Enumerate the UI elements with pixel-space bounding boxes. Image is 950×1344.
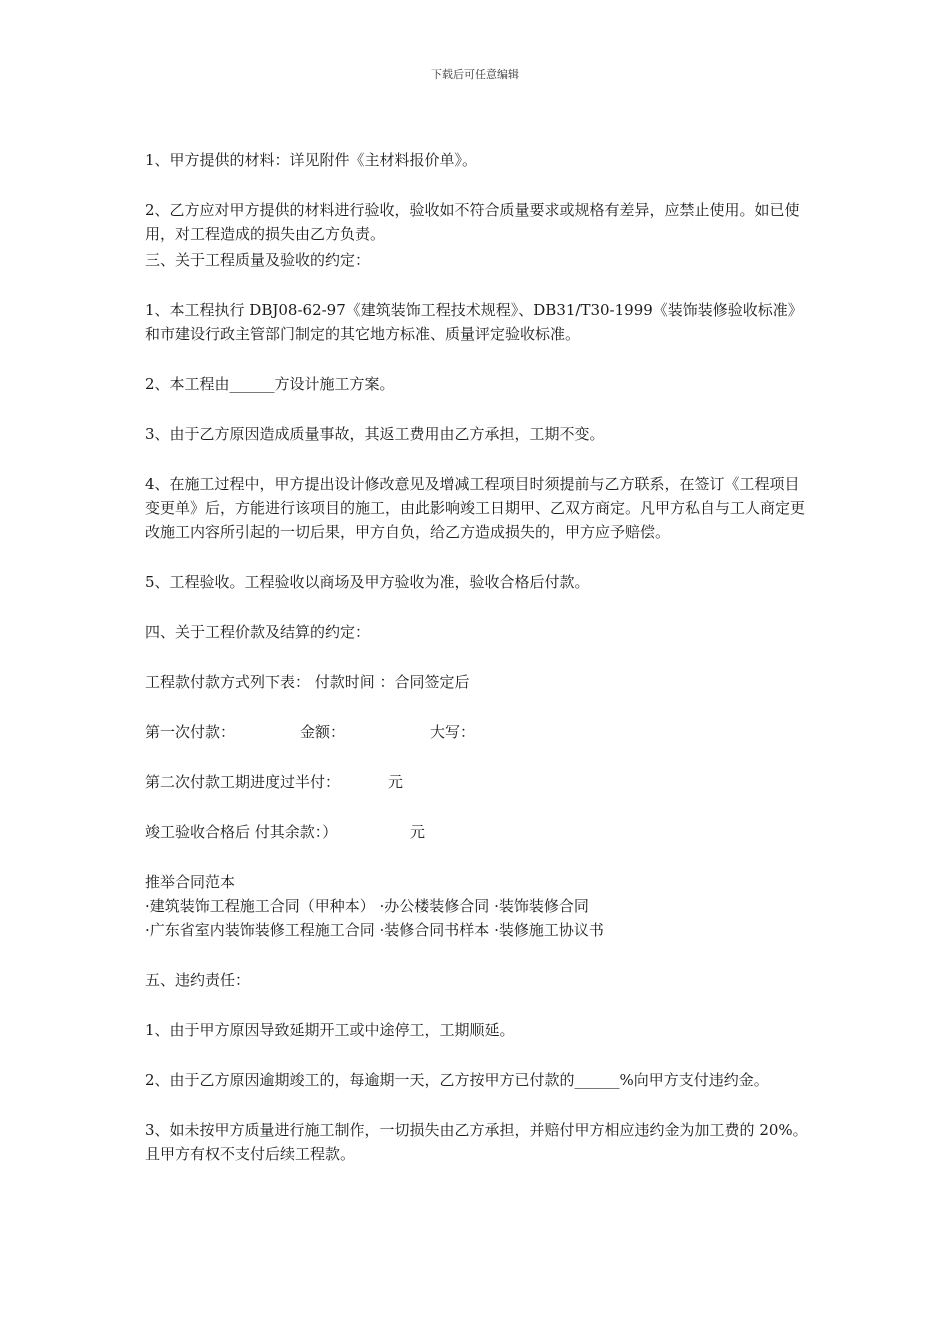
- final-payment-line: [145, 820, 810, 844]
- second-payment-line: [145, 770, 810, 794]
- second-payment-unit: 元: [388, 773, 404, 791]
- quality-clause-2: 2、本工程由______方设计施工方案。: [145, 375, 395, 393]
- recommended-templates-line-2[interactable]: ·广东省室内装饰装修工程施工合同 ·装修合同书样本 ·装修施工协议书: [145, 921, 604, 939]
- quality-clause-3: 3、由于乙方原因造成质量事故，其返工费用由乙方承担，工期不变。: [145, 425, 605, 443]
- recommended-templates-line-1[interactable]: ·建筑装饰工程施工合同（甲种本） ·办公楼装修合同 ·装饰装修合同: [145, 897, 589, 915]
- second-payment-label: 第二次付款工期进度过半付：: [145, 773, 341, 791]
- final-payment-unit: 元: [410, 823, 426, 841]
- liability-clause-2: 2、由于乙方原因逾期竣工的，每逾期一天，乙方按甲方已付款的______%向甲方支付违约金。: [145, 1071, 769, 1089]
- final-payment-label: 竣工验收合格后 付其余款：）: [145, 823, 338, 841]
- section-5-heading: 五、违约责任：: [145, 971, 251, 989]
- payment-method: 工程款付款方式列下表： 付款时间 ：合同签定后: [145, 673, 470, 691]
- first-payment-label: 第一次付款：: [145, 723, 236, 741]
- quality-clause-5: 5、工程验收。工程验收以商场及甲方验收为准，验收合格后付款。: [145, 573, 590, 591]
- material-clause-1: 1、甲方提供的材料：详见附件《主材料报价单》。: [145, 151, 478, 169]
- recommended-templates-title: 推举合同范本: [145, 873, 236, 891]
- quality-clause-1: 1、本工程执行 DBJ08-62-97《建筑装饰工程技术规程》、DB31/T30-1999《装饰装修验收标准》和市建设行政主管部门制定的其它地方标准、质量评定验收标准。: [145, 301, 803, 343]
- first-payment-line: [145, 720, 810, 744]
- liability-clause-3: 3、如未按甲方质量进行施工制作，一切损失由乙方承担，并赔付甲方相应违约金为加工费的 20%。且甲方有权不支付后续工程款。: [145, 1121, 808, 1163]
- first-payment-amount-label: 金额：: [300, 723, 346, 741]
- section-4-heading: 四、关于工程价款及结算的约定：: [145, 623, 371, 641]
- quality-clause-4: 4、在施工过程中，甲方提出设计修改意见及增减工程项目时须提前与乙方联系，在签订《工程项目变更单》后，方能进行该项目的施工，由此影响竣工日期甲、乙双方商定。凡甲方私自与工人商定更改施工内容所引起的一切后果，甲方自负，给乙方造成损失的，甲方应予赔偿。: [145, 475, 806, 541]
- liability-clause-1: 1、由于甲方原因导致延期开工或中途停工，工期顺延。: [145, 1021, 515, 1039]
- first-payment-caps-label: 大写：: [430, 723, 476, 741]
- material-clause-2: 2、乙方应对甲方提供的材料进行验收，验收如不符合质量要求或规格有差异，应禁止使用。如已使用，对工程造成的损失由乙方负责。: [145, 201, 800, 243]
- page-header: 下载后可任意编辑: [431, 68, 519, 81]
- document-body: [145, 148, 810, 1166]
- section-3-heading: 三、关于工程质量及验收的约定：: [145, 251, 371, 269]
